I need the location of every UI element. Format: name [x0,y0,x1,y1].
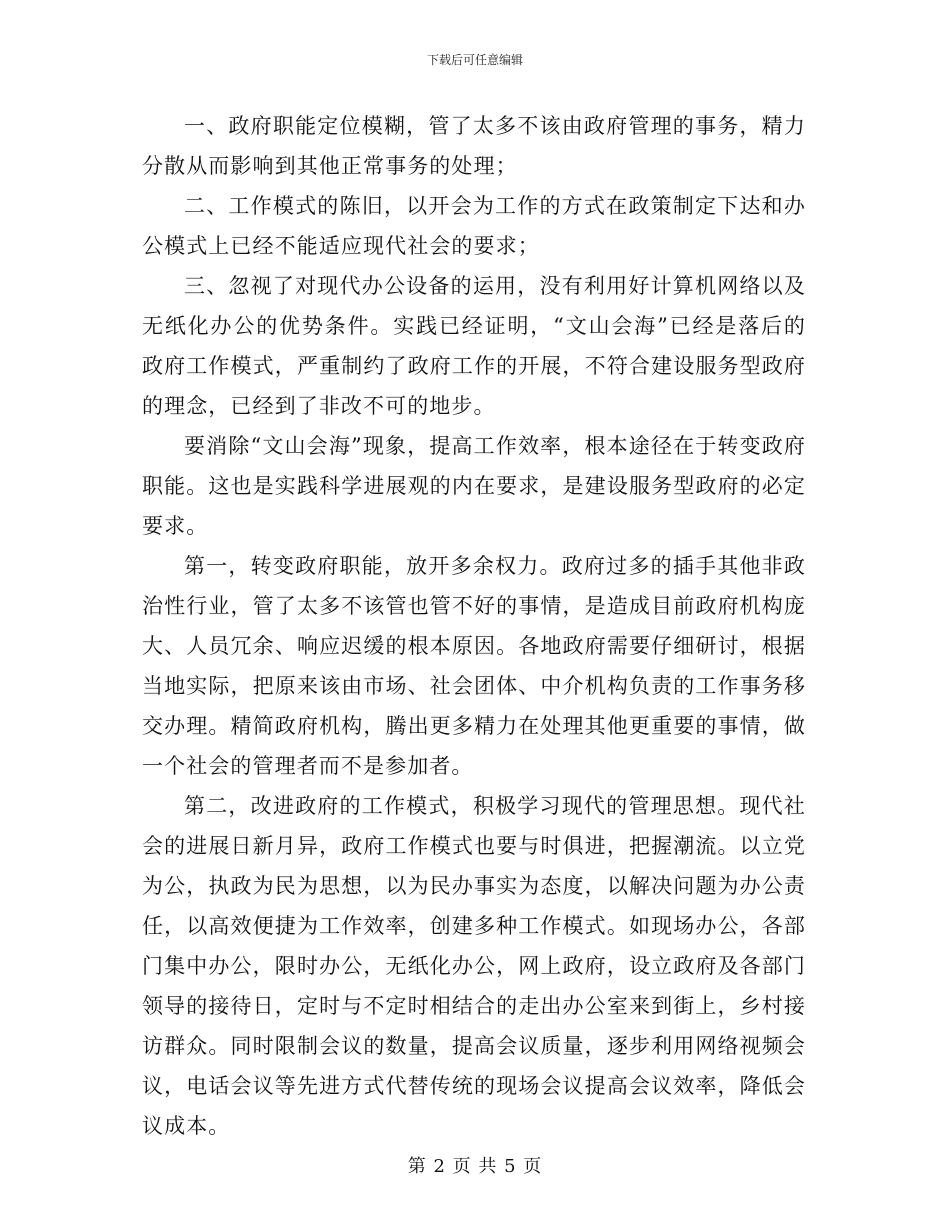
paragraph-2: 二、工作模式的陈旧，以开会为工作的方式在政策制定下达和办公模式上已经不能适应现代社会的要求； [142,194,806,258]
page-footer: 第 2 页 共 5 页 [407,1156,543,1177]
paragraph-5: 第一，转变政府职能，放开多余权力。政府过多的插手其他非政治性行业，管了太多不该管也管不好的事情，是造成目前政府机构庞大、人员冗余、响应迟缓的根本原因。各地政府需要仔细研讨，根据当地实际，把原来该由市场、社会团体、中介机构负责的工作事务移交办理。精简政府机构，腾出更多精力在处理其他更重要的事情，做一个社会的管理者而不是参加者。 [142,554,806,778]
paragraph-3: 三、忽视了对现代办公设备的运用，没有利用好计算机网络以及无纸化办公的优势条件。实践已经证明，“文山会海”已经是落后的政府工作模式，严重制约了政府工作的开展，不符合建设服务型政府的理念，已经到了非改不可的地步。 [142,274,806,418]
paragraph-4: 要消除“文山会海”现象，提高工作效率，根本途径在于转变政府职能。这也是实践科学进展观的内在要求，是建设服务型政府的必定要求。 [142,434,806,538]
paragraph-1: 一、政府职能定位模糊，管了太多不该由政府管理的事务，精力分散从而影响到其他正常事务的处理； [142,114,806,178]
page-header: 下载后可任意编辑 [426,53,523,67]
paragraph-6: 第二，改进政府的工作模式，积极学习现代的管理思想。现代社会的进展日新月异，政府工作模式也要与时俱进，把握潮流。以立党为公，执政为民为思想，以为民办事实为态度，以解决问题为办公责任，以高效便捷为工作效率，创建多种工作模式。如现场办公，各部门集中办公，限时办公，无纸化办公，网上政府，设立政府及各部门领导的接待日，定时与不定时相结合的走出办公室来到街上，乡村接访群众。同时限制会议的数量，提高会议质量，逐步利用网络视频会议，电话会议等先进方式代替传统的现场会议提高会议效率，降低会议成本。 [142,794,806,1138]
document-body [142,106,806,1146]
